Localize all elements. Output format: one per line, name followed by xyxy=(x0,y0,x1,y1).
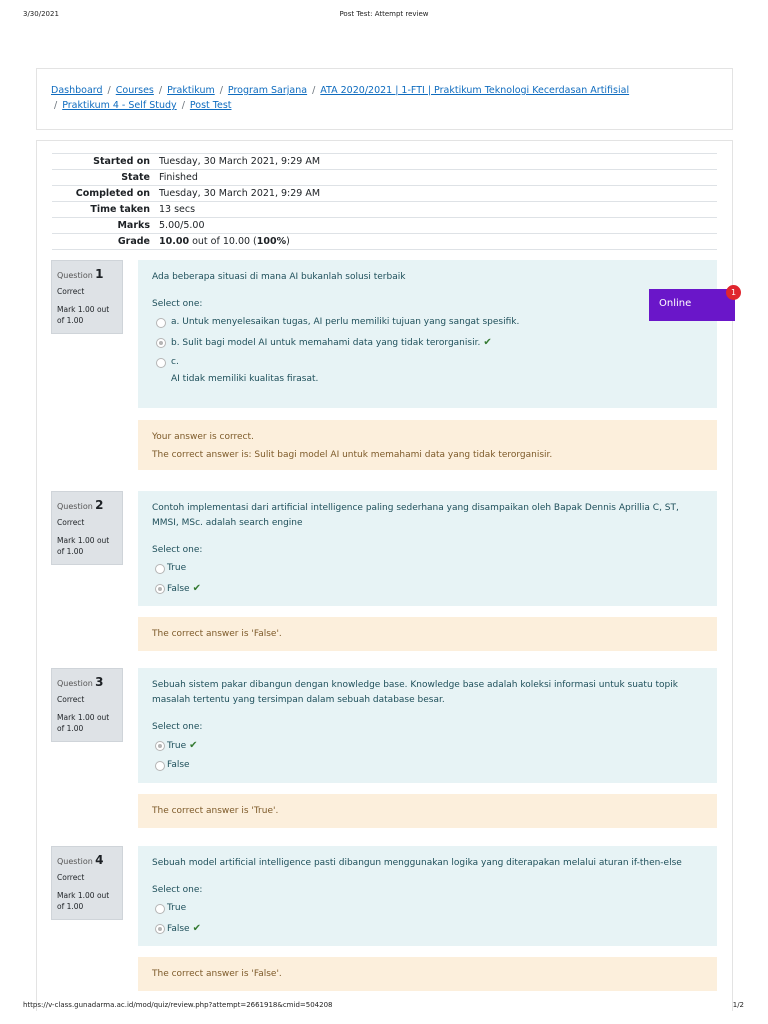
grade-label: Grade xyxy=(52,234,159,250)
option-label: b. Sulit bagi model AI untuk memahami data yang tidak terorganisir. xyxy=(171,338,481,348)
answer-option-false[interactable] xyxy=(152,757,703,775)
question-text: Ada beberapa situasi di mana AI bukanlah solusi terbaik xyxy=(152,272,406,282)
right-answer: The correct answer is: Sulit bagi model AI untuk memahami data yang tidak terorganisir. xyxy=(152,450,553,460)
question-mark: Mark 1.00 out of 1.00 xyxy=(57,536,110,556)
summary-row-time xyxy=(52,202,717,218)
option-label: True xyxy=(167,741,187,751)
question-mark: Mark 1.00 out of 1.00 xyxy=(57,305,110,325)
marks-label: Marks xyxy=(52,218,159,234)
state-label: State xyxy=(52,170,159,186)
question-number xyxy=(57,853,117,867)
breadcrumb-dashboard[interactable]: Dashboard xyxy=(51,85,103,96)
question-label: Question xyxy=(57,857,93,866)
marks-value: 5.00/5.00 xyxy=(159,218,717,234)
time-taken-value: 13 secs xyxy=(159,202,717,218)
state-value: Finished xyxy=(159,170,717,186)
started-value: Tuesday, 30 March 2021, 9:29 AM xyxy=(159,154,717,170)
question-number xyxy=(57,675,117,689)
select-one-prompt: Select one: xyxy=(152,299,203,309)
radio-button[interactable] xyxy=(155,564,165,574)
checkmark-icon: ✔ xyxy=(483,337,492,348)
grade-out-of: out of 10.00 ( xyxy=(189,236,257,247)
right-answer: The correct answer is 'True'. xyxy=(152,806,279,816)
radio-button[interactable] xyxy=(155,904,165,914)
question-info-2 xyxy=(51,491,123,565)
answer-option-false[interactable] xyxy=(152,580,703,598)
started-label: Started on xyxy=(52,154,159,170)
question-text: Sebuah model artificial intelligence pasti dibangun menggunakan logika yang diterapakan melalui aturan if-then-else xyxy=(152,858,682,868)
breadcrumb-post-test[interactable]: Post Test xyxy=(189,100,232,111)
breadcrumb-courses[interactable]: Courses xyxy=(115,85,154,96)
summary-row-state xyxy=(52,170,717,186)
summary-row-started xyxy=(52,154,717,170)
breadcrumb-course[interactable]: ATA 2020/2021 | 1-FTI | Praktikum Teknologi Kecerdasan Artifisial xyxy=(320,85,630,96)
answer-option-c[interactable] xyxy=(152,354,703,388)
option-label: a. Untuk menyelesaikan tugas, AI perlu memiliki tujuan yang sangat spesifik. xyxy=(171,317,520,327)
completed-value: Tuesday, 30 March 2021, 9:29 AM xyxy=(159,186,717,202)
question-formulation-4 xyxy=(138,846,717,946)
option-label: AI tidak memiliki kualitas firasat. xyxy=(171,374,319,384)
print-title: Post Test: Attempt review xyxy=(339,10,429,18)
grade-value xyxy=(159,234,717,250)
specific-feedback: Your answer is correct. xyxy=(152,432,254,442)
question-info-1 xyxy=(51,260,123,334)
breadcrumb xyxy=(51,83,721,113)
right-answer: The correct answer is 'False'. xyxy=(152,629,282,639)
option-label: False xyxy=(167,760,190,770)
option-label: c. xyxy=(171,357,179,367)
print-date: 3/30/2021 xyxy=(23,10,59,18)
select-one-prompt: Select one: xyxy=(152,545,203,555)
grade-close: ) xyxy=(286,236,290,247)
answer-option-false[interactable] xyxy=(152,920,703,938)
answer-option-true[interactable] xyxy=(152,560,703,578)
radio-button-selected[interactable] xyxy=(156,338,166,348)
question-info-4 xyxy=(51,846,123,920)
question-feedback-1 xyxy=(138,420,717,470)
question-label: Question xyxy=(57,679,93,688)
answer-option-a[interactable] xyxy=(152,314,703,332)
breadcrumb-separator: / xyxy=(312,85,316,96)
radio-button-selected[interactable] xyxy=(155,741,165,751)
time-taken-label: Time taken xyxy=(52,202,159,218)
grade-score: 10.00 xyxy=(159,236,190,247)
question-state: Correct xyxy=(57,873,85,882)
question-info-3 xyxy=(51,668,123,742)
radio-button-selected[interactable] xyxy=(155,584,165,594)
radio-button[interactable] xyxy=(156,318,166,328)
question-feedback-4 xyxy=(138,957,717,991)
print-page-number: 1/2 xyxy=(732,1001,744,1009)
online-label: Online xyxy=(659,298,692,309)
question-state: Correct xyxy=(57,287,85,296)
right-answer: The correct answer is 'False'. xyxy=(152,969,282,979)
summary-row-completed xyxy=(52,186,717,202)
question-num: 1 xyxy=(95,267,104,281)
answer-option-true[interactable] xyxy=(152,900,703,918)
answer-option-b[interactable] xyxy=(152,334,703,352)
option-label: False xyxy=(167,584,190,594)
question-num: 4 xyxy=(95,853,104,867)
breadcrumb-praktikum[interactable]: Praktikum xyxy=(167,85,215,96)
question-state: Correct xyxy=(57,695,85,704)
option-label: True xyxy=(167,903,187,913)
question-state: Correct xyxy=(57,518,85,527)
print-header xyxy=(0,10,768,22)
breadcrumb-separator: / xyxy=(107,85,111,96)
question-mark: Mark 1.00 out of 1.00 xyxy=(57,713,110,733)
question-label: Question xyxy=(57,502,93,511)
radio-button-selected[interactable] xyxy=(155,924,165,934)
grade-percent: 100% xyxy=(256,236,287,247)
breadcrumb-separator: / xyxy=(219,85,223,96)
breadcrumb-section[interactable]: Praktikum 4 - Self Study xyxy=(62,100,177,111)
question-text: Contoh implementasi dari artificial intelligence paling sederhana yang disampaikan oleh Bapak Dennis Aprillia C, ST, MMSI, MSc. adalah search engine xyxy=(152,503,679,528)
completed-label: Completed on xyxy=(52,186,159,202)
question-number xyxy=(57,498,117,512)
answer-option-true[interactable] xyxy=(152,737,703,755)
online-count-badge: 1 xyxy=(726,285,741,300)
breadcrumb-separator: / xyxy=(54,100,58,111)
question-number xyxy=(57,267,117,281)
question-mark: Mark 1.00 out of 1.00 xyxy=(57,891,110,911)
online-users-button[interactable] xyxy=(649,289,735,321)
option-label: False xyxy=(167,924,190,934)
question-text: Sebuah sistem pakar dibangun dengan knowledge base. Knowledge base adalah koleksi informasi untuk suatu topik masalah tertentu yang tersimpan dalam sebuah database besar. xyxy=(152,680,678,705)
checkmark-icon: ✔ xyxy=(192,583,201,594)
question-formulation-2 xyxy=(138,491,717,606)
radio-button[interactable] xyxy=(156,358,166,368)
breadcrumb-separator: / xyxy=(158,85,163,96)
radio-button[interactable] xyxy=(155,761,165,771)
breadcrumb-card xyxy=(36,68,733,130)
option-label: True xyxy=(167,563,187,573)
breadcrumb-separator: / xyxy=(181,100,185,111)
checkmark-icon: ✔ xyxy=(189,740,198,751)
summary-row-grade xyxy=(52,234,717,250)
attempt-summary-table xyxy=(52,153,717,250)
question-formulation-3 xyxy=(138,668,717,783)
question-feedback-2 xyxy=(138,617,717,651)
question-formulation-1 xyxy=(138,260,717,408)
select-one-prompt: Select one: xyxy=(152,722,203,732)
summary-row-marks xyxy=(52,218,717,234)
question-feedback-3 xyxy=(138,794,717,828)
print-footer xyxy=(0,1001,768,1013)
select-one-prompt: Select one: xyxy=(152,885,203,895)
question-label: Question xyxy=(57,271,93,280)
question-num: 2 xyxy=(95,498,104,512)
question-num: 3 xyxy=(95,675,104,689)
breadcrumb-program-sarjana[interactable]: Program Sarjana xyxy=(227,85,308,96)
checkmark-icon: ✔ xyxy=(192,923,201,934)
print-url: https://v-class.gunadarma.ac.id/mod/quiz/review.php?attempt=2661918&cmid=504208 xyxy=(23,1001,333,1009)
